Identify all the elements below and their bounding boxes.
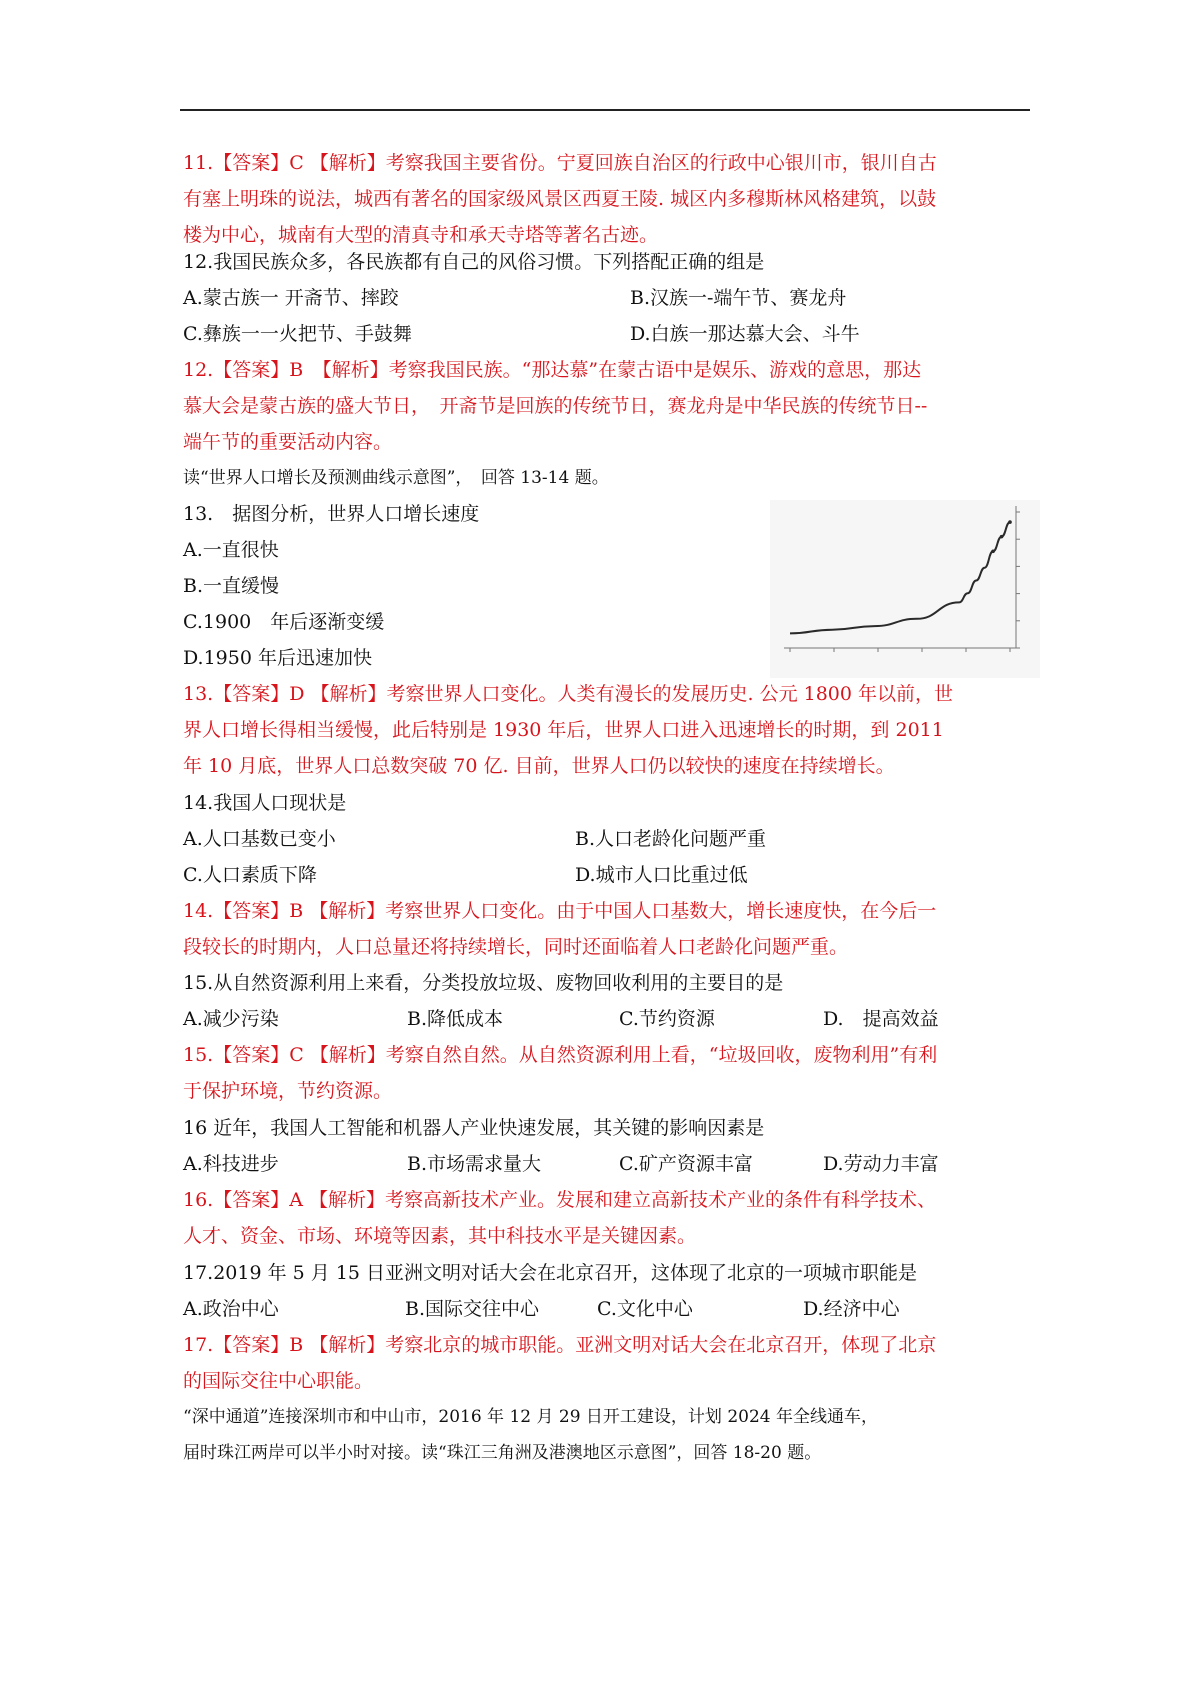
- header-rule: [180, 109, 1030, 111]
- answer-line: 界人口增长得相当缓慢，此后特别是 1930 年后，世界人口进入迅速增长的时期，到 2011: [183, 719, 944, 741]
- option-b: B.汉族一-端午节、赛龙舟: [630, 287, 847, 309]
- q15-answer: [183, 1037, 1033, 1109]
- option-d: D.白族一那达慕大会、斗牛: [630, 323, 860, 345]
- question-stem: 12.我国民族众多，各民族都有自己的风俗习惯。下列搭配正确的组是: [183, 251, 765, 273]
- q13-answer: [183, 676, 1033, 784]
- option-d: D.1950 年后迅速加快: [183, 647, 372, 669]
- options-row: [183, 280, 1033, 316]
- population-chart-svg: [770, 500, 1040, 678]
- q11-answer: [183, 145, 1033, 253]
- option-b: B.降低成本: [407, 1008, 504, 1030]
- q12: [183, 244, 1033, 496]
- option-d: D. 提高效益: [823, 1008, 939, 1030]
- question-stem: 15.从自然资源利用上来看，分类投放垃圾、废物回收利用的主要目的是: [183, 972, 784, 994]
- data-point: [991, 549, 995, 553]
- option-c: C.彝族一一火把节、手鼓舞: [183, 323, 412, 345]
- answer-line: 于保护环境，节约资源。: [183, 1080, 393, 1102]
- question-stem: 17.2019 年 5 月 15 日亚洲文明对话大会在北京召开，这体现了北京的一项城市职能是: [183, 1262, 918, 1284]
- q14: [183, 785, 1033, 965]
- q15: [183, 965, 1033, 1109]
- q16-answer: [183, 1182, 1033, 1254]
- option-c: C.节约资源: [619, 1008, 715, 1030]
- answer-line: 17.【答案】B 【解析】考察北京的城市职能。亚洲文明对话大会在北京召开，体现了北京: [183, 1334, 937, 1356]
- option-a: A.科技进步: [183, 1153, 279, 1175]
- answer-line: 楼为中心，城南有大型的清真寺和承天寺塔等著名古迹。: [183, 224, 659, 246]
- option-d: D.经济中心: [803, 1298, 900, 1320]
- option-b: B.一直缓慢: [183, 575, 280, 597]
- answer-line: 12.【答案】B 【解析】考察我国民族。“那达慕”在蒙古语中是娱乐、游戏的意思，那达: [183, 359, 922, 381]
- answer-line: 有塞上明珠的说法，城西有著名的国家级风景区西夏王陵. 城区内多穆斯林风格建筑，以鼓: [183, 188, 937, 210]
- options-row: [183, 821, 1033, 857]
- answer-line: 年 10 月底，世界人口总数突破 70 亿. 目前，世界人口仍以较快的速度在持续增长。: [183, 755, 895, 777]
- option-c: C.人口素质下降: [183, 864, 317, 886]
- question-stem: 14.我国人口现状是: [183, 792, 347, 814]
- answer-line: 15.【答案】C 【解析】考察自然自然。从自然资源利用上看，“垃圾回收，废物利用”有利: [183, 1044, 938, 1066]
- population-series-line: [790, 522, 1010, 633]
- q14-answer: [183, 893, 1033, 965]
- option-b: B.人口老龄化问题严重: [575, 828, 767, 850]
- option-c: C.1900 年后逐渐变缓: [183, 611, 385, 633]
- answer-line: 13.【答案】D 【解析】考察世界人口变化。人类有漫长的发展历史. 公元 1800 年以前，世: [183, 683, 954, 705]
- options-row: [183, 1001, 1033, 1037]
- answer-line: 11.【答案】C 【解析】考察我国主要省份。宁夏回族自治区的行政中心银川市，银川自古: [183, 152, 937, 174]
- options-row: [183, 316, 1033, 352]
- option-a: A.政治中心: [183, 1298, 279, 1320]
- answer-line: 16.【答案】A 【解析】考察高新技术产业。发展和建立高新技术产业的条件有科学技术、: [183, 1189, 936, 1211]
- options-row: [183, 1146, 1033, 1182]
- answer-line: 14.【答案】B 【解析】考察世界人口变化。由于中国人口基数大，增长速度快，在今后一: [183, 900, 937, 922]
- data-point: [1000, 535, 1004, 539]
- option-a: A.一直很快: [183, 539, 279, 561]
- options-row: [183, 1291, 1033, 1327]
- option-a: A.人口基数已变小: [183, 828, 336, 850]
- options-row: [183, 857, 1033, 893]
- intro-18-20: “深中通道”连接深圳市和中山市，2016 年 12 月 29 日开工建设，计划 2024 年全线通车，: [183, 1407, 878, 1427]
- option-b: B.国际交往中心: [405, 1298, 540, 1320]
- question-stem: 13. 据图分析，世界人口增长速度: [183, 503, 480, 525]
- option-a: A.蒙古族一 开斋节、摔跤: [183, 287, 399, 309]
- q12-answer: [183, 352, 1033, 460]
- intro-18-20: 届时珠江两岸可以半小时对接。读“珠江三角洲及港澳地区示意图”，回答 18-20 题。: [183, 1443, 822, 1463]
- answer-line: 段较长的时期内，人口总量还将持续增长，同时还面临着人口老龄化问题严重。: [183, 936, 849, 958]
- q17: [183, 1255, 1033, 1471]
- data-point: [1008, 520, 1012, 524]
- answer-line: 人才、资金、市场、环境等因素，其中科技水平是关键因素。: [183, 1225, 697, 1247]
- q16: [183, 1110, 1033, 1254]
- question-stem: 16 近年，我国人工智能和机器人产业快速发展，其关键的影响因素是: [183, 1117, 765, 1139]
- population-chart: [770, 500, 1040, 678]
- option-b: B.市场需求量大: [407, 1153, 542, 1175]
- answer-line: 慕大会是蒙古族的盛大节日， 开斋节是回族的传统节日，赛龙舟是中华民族的传统节日--: [183, 395, 928, 417]
- q17-answer: [183, 1327, 1033, 1399]
- option-a: A.减少污染: [183, 1008, 279, 1030]
- option-c: C.矿产资源丰富: [619, 1153, 753, 1175]
- intro-13-14: 读“世界人口增长及预测曲线示意图”， 回答 13-14 题。: [183, 468, 609, 488]
- option-c: C.文化中心: [597, 1298, 693, 1320]
- answer-line: 端午节的重要活动内容。: [183, 431, 393, 453]
- option-d: D.劳动力丰富: [823, 1153, 939, 1175]
- option-d: D.城市人口比重过低: [575, 864, 748, 886]
- answer-line: 的国际交往中心职能。: [183, 1370, 374, 1392]
